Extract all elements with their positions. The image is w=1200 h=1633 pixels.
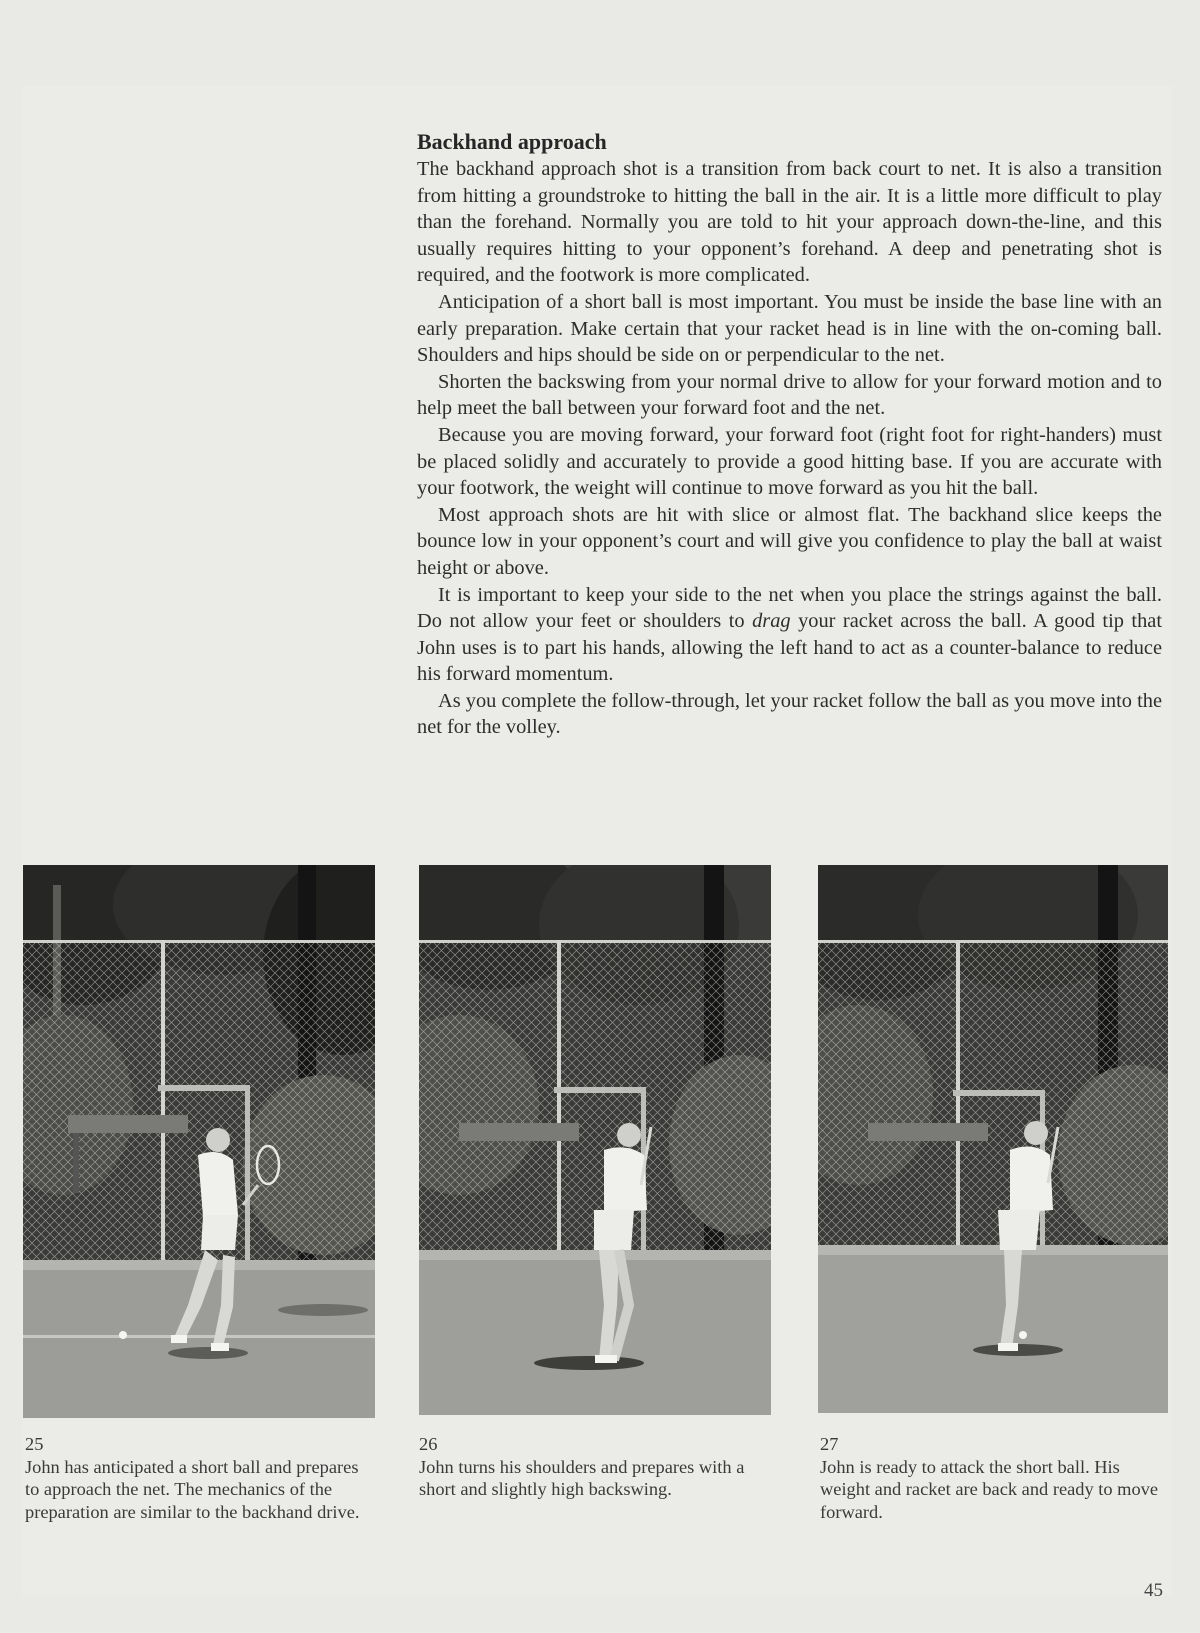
figure-number-27: 27 [820,1434,839,1454]
caption-text-27: John is ready to attack the short ball. His weight and racket are back and ready to move forward. [820,1456,1159,1522]
page-number: 45 [1144,1580,1163,1601]
caption-text-26: John turns his shoulders and prepares with a short and slightly high backswing. [419,1456,745,1499]
caption-text-25: John has anticipated a short ball and prepares to approach the net. The mechanics of the preparation are similar to the backhand drive. [25,1456,360,1522]
paragraph-3: Shorten the backswing from your normal drive to allow for your forward motion and to help meet the ball between your forward foot and the net. [417,370,1162,420]
photo-27-player-ready [818,865,1168,1413]
paragraph-7: As you complete the follow-through, let your racket follow the ball as you move into the net for the volley. [417,689,1162,739]
article-body [417,128,1162,741]
section-heading: Backhand approach [417,129,607,154]
caption-25 [25,1433,365,1523]
paragraph-6 [417,582,1162,688]
paragraph-4: Because you are moving forward, your forward foot (right foot for right-handers) must be placed solidly and accurately to provide a good hitting base. If you are accurate with your footwork, the weight will continue to move forward as you hit the ball. [417,423,1162,500]
paragraph-6-start: It is important to keep your side to the net when you place the strings against the ball. Do not allow your feet or shoulders to [417,583,1162,633]
paragraph-1: The backhand approach shot is a transition from back court to net. It is also a transition from hitting a groundstroke to hitting the ball in the air. It is a little more difficult to play than the forehand. Normally you are told to hit your approach down-the-line, and this usually requires hitting to your opponent’s forehand. A deep and penetrating shot is required, and the footwork is more complicated. [417,158,1162,287]
photo-26-player-backswing [419,865,771,1415]
paragraph-5: Most approach shots are hit with slice or almost flat. The backhand slice keeps the bounce low in your opponent’s court and will give you confidence to play the ball at waist height or above. [417,503,1162,579]
caption-27 [820,1433,1160,1523]
figure-number-26: 26 [419,1434,438,1454]
paragraph-2: Anticipation of a short ball is most important. You must be inside the base line with an early preparation. Make certain that your racket head is in line with the on-coming ball. Shoulders and hips should be side on or perpendicular to the net. [417,290,1162,367]
paragraph-6-emphasis: drag [752,610,791,633]
figure-number-25: 25 [25,1434,44,1454]
paragraph-6-end: your racket across the ball. A good tip that John uses is to part his hands, allowing the left hand to act as a counter-balance to reduce his forward momentum. [417,610,1162,686]
caption-26 [419,1433,759,1501]
photo-25-player-preparing [23,865,375,1418]
